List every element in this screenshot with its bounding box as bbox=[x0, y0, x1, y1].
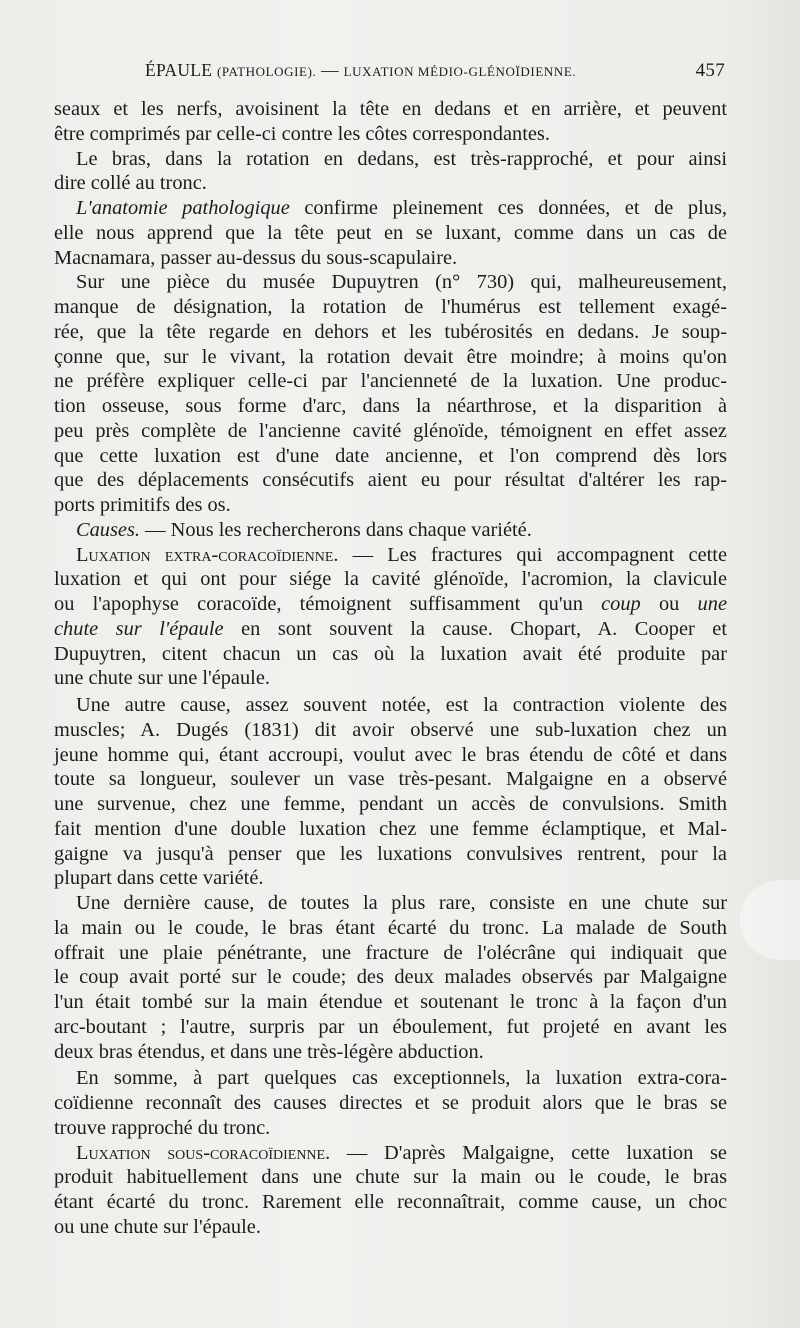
text-line: jeune homme qui, étant accroupi, voulut avec le bras étendu de côté et dans bbox=[54, 743, 727, 766]
text-line: çonne que, sur le vivant, la rotation devait être moindre; à moins qu'on bbox=[54, 345, 727, 368]
text-line: que cette luxation est d'une date ancienne, et l'on comprend dès lors bbox=[54, 444, 727, 467]
text-line: l'un était tombé sur la main étendue et soutenant le tronc à la façon d'un bbox=[54, 991, 727, 1013]
text-line: manque de désignation, la rotation de l'humérus est tellement exagé- bbox=[54, 296, 727, 318]
text-run: ou l'apophyse coracoïde, témoignent suffisamment qu'un bbox=[54, 593, 602, 615]
text-run: ou bbox=[640, 593, 698, 615]
italic-run: L'anatomie pathologique bbox=[76, 197, 290, 219]
text-line: dire collé au tronc. bbox=[54, 172, 207, 195]
running-header bbox=[145, 60, 725, 92]
text-line: rée, que la tête regarde en dehors et les tubérosités en dedans. Je soup- bbox=[54, 320, 727, 343]
text-line: deux bras étendus, et dans une très-légère abduction. bbox=[54, 1040, 484, 1063]
text-line: peu près complète de l'ancienne cavité glénoïde, témoignent en effet assez bbox=[54, 419, 727, 442]
text-line: trouve rapproché du tronc. bbox=[54, 1116, 271, 1139]
italic-run: Causes. bbox=[76, 518, 141, 541]
text-line bbox=[54, 518, 727, 543]
text-line: seaux et les nerfs, avoisinent la tête en dedans et en arrière, et peuvent bbox=[54, 98, 727, 120]
text-run: en sont souvent la cause. Chopart, A. Cooper et bbox=[223, 617, 728, 640]
text-line: le coup avait porté sur le coude; des deux malades observés par Malgaigne bbox=[54, 966, 727, 989]
text-run: — Nous les rechercherons dans chaque variété. bbox=[140, 518, 532, 541]
text-line: une survenue, chez une femme, pendant un accès de convulsions. Smith bbox=[54, 793, 727, 815]
text-line bbox=[54, 592, 727, 617]
text-line: coïdienne reconnaît des causes directes et se produit alors que le bras se bbox=[54, 1092, 727, 1114]
text-line: que des déplacements consécutifs aient eu pour résultat d'altérer les rap- bbox=[54, 469, 727, 492]
text-line: fait mention d'une double luxation chez une femme éclamptique, et Mal- bbox=[54, 817, 727, 840]
text-run: — D'après Malgaigne, cette luxation se bbox=[330, 1141, 727, 1164]
text-line: produit habituellement dans une chute sur la main ou le coude, le bras bbox=[54, 1166, 727, 1189]
italic-run: chute sur l'épaule bbox=[54, 617, 224, 640]
small-caps-run: Luxation sous-coracoïdienne. bbox=[76, 1141, 331, 1164]
text-line: étant écarté du tronc. Rarement elle reconnaîtrait, comme cause, un choc bbox=[54, 1191, 727, 1213]
text-line: la main ou le coude, le bras étant écarté du tronc. La malade de South bbox=[54, 916, 727, 939]
text-line: elle nous apprend que la tête peut en se luxant, comme dans un cas de bbox=[54, 221, 727, 244]
text-line: En somme, à part quelques cas exceptionnels, la luxation extra-cora- bbox=[76, 1067, 727, 1090]
text-line: être comprimés par celle-ci contre les côtes correspondantes. bbox=[54, 122, 550, 145]
text-line: ports primitifs des os. bbox=[54, 494, 231, 516]
text-line: tion osseuse, sous forme d'arc, dans la néarthrose, et la disparition à bbox=[54, 395, 727, 417]
small-caps-run: Luxation extra-coracoïdienne. bbox=[76, 543, 339, 566]
text-line bbox=[54, 196, 727, 221]
text-line: offrait une plaie pénétrante, une fracture de l'olécrâne qui indiquait que bbox=[54, 941, 727, 964]
text-line: une chute sur une l'épaule. bbox=[54, 667, 270, 690]
text-line: Une autre cause, assez souvent notée, est la contraction violente des bbox=[76, 694, 727, 716]
text-line bbox=[54, 1141, 727, 1166]
text-run: confirme pleinement ces données, et de plus, bbox=[289, 197, 728, 219]
text-line bbox=[54, 543, 727, 568]
running-title-paren: (PATHOLOGIE). bbox=[216, 64, 317, 79]
italic-run: coup bbox=[601, 593, 641, 615]
text-line: Le bras, dans la rotation en dedans, est très-rapproché, et pour ainsi bbox=[76, 147, 727, 170]
body-text bbox=[54, 97, 727, 1240]
running-title bbox=[145, 60, 576, 81]
italic-run: une bbox=[697, 593, 727, 615]
text-line: gaigne va jusqu'à penser que les luxations convulsives rentrent, pour la bbox=[54, 842, 727, 865]
text-line: Une dernière cause, de toutes la plus rare, consiste en une chute sur bbox=[76, 892, 727, 914]
running-title-main: ÉPAULE bbox=[145, 60, 213, 80]
text-line: ou une chute sur l'épaule. bbox=[54, 1215, 261, 1238]
text-line: luxation et qui ont pour siége la cavité glénoïde, l'acromion, la clavicule bbox=[54, 568, 727, 591]
running-title-rest: LUXATION MÉDIO-GLÉNOÏDIENNE. bbox=[343, 64, 577, 79]
page-edge-shade bbox=[740, 880, 800, 960]
text-line: Macnamara, passer au-dessus du sous-scapulaire. bbox=[54, 246, 458, 269]
text-line: ne préfère expliquer celle-ci par l'ancienneté de la luxation. Une produc- bbox=[54, 370, 727, 393]
text-line: toute sa longueur, soulever un vase très-pesant. Malgaigne en a observé bbox=[54, 768, 727, 791]
text-line: Sur une pièce du musée Dupuytren (n° 730) qui, malheureusement, bbox=[76, 271, 727, 294]
text-run: — Les fractures qui accompagnent cette bbox=[338, 543, 727, 566]
text-line: Dupuytren, citent chacun un cas où la luxation avait été produite par bbox=[54, 642, 727, 665]
text-line: arc-boutant ; l'autre, surpris par un éboulement, fut projeté en avant les bbox=[54, 1015, 727, 1038]
text-line: muscles; A. Dugés (1831) dit avoir observé une sub-luxation chez un bbox=[54, 718, 727, 741]
running-title-dash: — bbox=[321, 60, 339, 80]
page-number: 457 bbox=[695, 60, 725, 81]
text-line: plupart dans cette variété. bbox=[54, 867, 264, 890]
text-line bbox=[54, 617, 727, 642]
